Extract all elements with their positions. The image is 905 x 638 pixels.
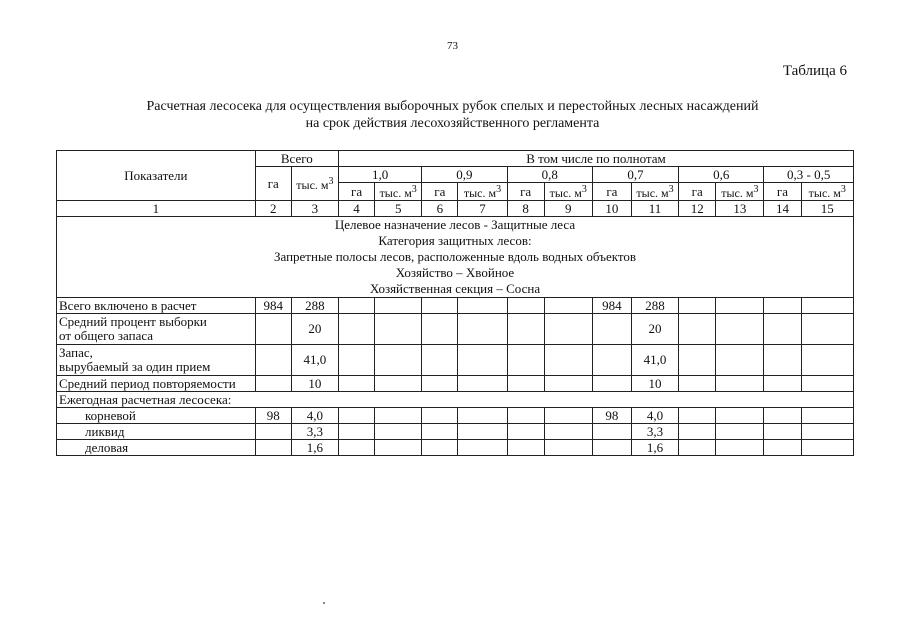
column-number: 8 (507, 201, 544, 217)
table-cell (679, 424, 716, 440)
table-cell (255, 440, 291, 456)
table-cell (375, 376, 422, 392)
table-cell (544, 345, 592, 376)
section-purpose: Целевое назначение лесов - Защитные леса (334, 217, 576, 232)
table-cell (458, 314, 507, 345)
table-cell: 4,0 (631, 408, 678, 424)
table-cell (507, 408, 544, 424)
column-number: 1 (57, 201, 256, 217)
column-number: 15 (801, 201, 853, 217)
section-header-row (57, 217, 854, 298)
table-cell (458, 376, 507, 392)
column-number-row (57, 201, 854, 217)
table-cell (507, 424, 544, 440)
table-cell (716, 424, 764, 440)
table-cell (679, 440, 716, 456)
header-ha: га (338, 183, 374, 201)
table-cell (592, 424, 631, 440)
table-cell (255, 314, 291, 345)
header-total-volume: тыс. $м^3$ (291, 167, 338, 201)
header-including: В том числе по полнотам (338, 151, 853, 167)
table-cell (507, 298, 544, 314)
table-cell (764, 424, 801, 440)
table-cell (801, 376, 853, 392)
header-ha: га (422, 183, 458, 201)
header-row-1 (57, 151, 854, 167)
row-label: Средний процент выборки от общего запаса (57, 314, 256, 345)
table-cell (458, 440, 507, 456)
header-density-5: 0,6 (679, 167, 764, 183)
table-cell (338, 314, 374, 345)
table-cell (592, 314, 631, 345)
table-cell (716, 298, 764, 314)
header-density-4: 0,7 (592, 167, 678, 183)
table-cell: 20 (291, 314, 338, 345)
column-number: 10 (592, 201, 631, 217)
table-cell (375, 345, 422, 376)
column-number: 14 (764, 201, 801, 217)
table-cell (422, 314, 458, 345)
table-cell (338, 298, 374, 314)
row-label: корневой (57, 408, 256, 424)
table-cell (338, 376, 374, 392)
table-cell (422, 345, 458, 376)
cutting-area-table (56, 150, 854, 456)
table-cell (716, 314, 764, 345)
table-cell: 984 (592, 298, 631, 314)
table-cell: 1,6 (291, 440, 338, 456)
table-row (57, 298, 854, 314)
header-ha: га (592, 183, 631, 201)
section-header (57, 217, 854, 298)
section-name: Хозяйственная секция – Сосна (369, 281, 541, 296)
header-ha: га (507, 183, 544, 201)
table-cell (375, 298, 422, 314)
header-total: Всего (255, 151, 338, 167)
header-density-2: 0,9 (422, 167, 507, 183)
table-cell (679, 345, 716, 376)
table-cell (801, 298, 853, 314)
table-cell (422, 408, 458, 424)
table-cell (422, 424, 458, 440)
table-cell: 1,6 (631, 440, 678, 456)
table-cell: 288 (291, 298, 338, 314)
table-cell (801, 314, 853, 345)
row-label: Средний период повторяемости (57, 376, 256, 392)
section-economy: Хозяйство – Хвойное (395, 265, 515, 280)
header-volume: тыс. $м^3$ (375, 183, 422, 201)
header-volume: тыс. $м^3$ (544, 183, 592, 201)
table-cell (375, 424, 422, 440)
table-row (57, 440, 854, 456)
table-cell (764, 314, 801, 345)
column-number: 12 (679, 201, 716, 217)
table-cell: 41,0 (631, 345, 678, 376)
table-row (57, 314, 854, 345)
column-number: 11 (631, 201, 678, 217)
table-row (57, 392, 854, 408)
table-cell: 4,0 (291, 408, 338, 424)
header-ha: га (679, 183, 716, 201)
table-cell (544, 424, 592, 440)
table-cell (679, 314, 716, 345)
table-cell (679, 376, 716, 392)
table-cell (507, 440, 544, 456)
table-cell (458, 345, 507, 376)
table-cell (544, 440, 592, 456)
row-label: ликвид (57, 424, 256, 440)
table-cell (801, 440, 853, 456)
table-cell (338, 440, 374, 456)
table-cell (422, 376, 458, 392)
table-cell (679, 408, 716, 424)
row-label: Запас, вырубаемый за один прием (57, 345, 256, 376)
section-subcategory: Запретные полосы лесов, расположенные вдоль водных объектов (273, 249, 637, 264)
table-cell (764, 345, 801, 376)
row-label: Всего включено в расчет (57, 298, 256, 314)
header-total-ha: га (255, 167, 291, 201)
table-cell (458, 408, 507, 424)
table-cell: 288 (631, 298, 678, 314)
header-volume: тыс. $м^3$ (631, 183, 678, 201)
title-line-1: Расчетная лесосека для осуществления выборочных рубок спелых и перестойных лесных насаждений (146, 99, 759, 114)
table-cell (764, 440, 801, 456)
header-volume: тыс. $м^3$ (458, 183, 507, 201)
table-cell (801, 408, 853, 424)
table-cell (255, 376, 291, 392)
table-row (57, 424, 854, 440)
column-number: 13 (716, 201, 764, 217)
table-cell: 984 (255, 298, 291, 314)
title-line-2: на срок действия лесохозяйственного регламента (305, 116, 600, 131)
header-volume: тыс. $м^3$ (716, 183, 764, 201)
table-cell (338, 424, 374, 440)
scan-speck (323, 602, 325, 604)
table-cell (764, 376, 801, 392)
table-cell (801, 424, 853, 440)
table-cell (764, 408, 801, 424)
column-number: 9 (544, 201, 592, 217)
table-cell (458, 424, 507, 440)
table-cell (716, 345, 764, 376)
table-cell (507, 376, 544, 392)
header-density-6: 0,3 - 0,5 (764, 167, 854, 183)
header-indicators: Показатели (57, 151, 256, 201)
table-cell: 3,3 (291, 424, 338, 440)
table-cell (679, 298, 716, 314)
column-number: 4 (338, 201, 374, 217)
table-cell: 20 (631, 314, 678, 345)
table-cell (592, 376, 631, 392)
table-cell (375, 314, 422, 345)
table-cell (255, 424, 291, 440)
table-cell: 10 (631, 376, 678, 392)
header-ha: га (764, 183, 801, 201)
column-number: 2 (255, 201, 291, 217)
table-cell (422, 440, 458, 456)
table-cell (458, 298, 507, 314)
table-cell (716, 376, 764, 392)
table-cell (544, 298, 592, 314)
column-number: 5 (375, 201, 422, 217)
header-density-1: 1,0 (338, 167, 421, 183)
table-cell (375, 408, 422, 424)
column-number: 6 (422, 201, 458, 217)
table-cell (255, 345, 291, 376)
table-cell (764, 298, 801, 314)
table-cell (592, 440, 631, 456)
row-label: деловая (57, 440, 256, 456)
table-cell: 41,0 (291, 345, 338, 376)
table-cell (375, 440, 422, 456)
table-cell (507, 314, 544, 345)
column-number: 7 (458, 201, 507, 217)
table-cell: 10 (291, 376, 338, 392)
table-cell (544, 408, 592, 424)
header-volume: тыс. $м^3$ (801, 183, 853, 201)
table-row (57, 376, 854, 392)
table-row (57, 345, 854, 376)
page-number: 73 (447, 40, 458, 52)
table-cell: 3,3 (631, 424, 678, 440)
section-category: Категория защитных лесов: (378, 233, 532, 248)
column-number: 3 (291, 201, 338, 217)
table-cell (507, 345, 544, 376)
table-cell (716, 440, 764, 456)
document-title (0, 98, 905, 132)
table-cell (338, 408, 374, 424)
table-row (57, 408, 854, 424)
table-cell (544, 376, 592, 392)
table-label: Таблица 6 (782, 63, 847, 79)
table-cell (801, 345, 853, 376)
row-label: Ежегодная расчетная лесосека: (57, 392, 854, 408)
table-cell (422, 298, 458, 314)
table-cell: 98 (255, 408, 291, 424)
table-cell (716, 408, 764, 424)
table-cell (592, 345, 631, 376)
table-cell: 98 (592, 408, 631, 424)
header-density-3: 0,8 (507, 167, 592, 183)
table-cell (544, 314, 592, 345)
table-cell (338, 345, 374, 376)
